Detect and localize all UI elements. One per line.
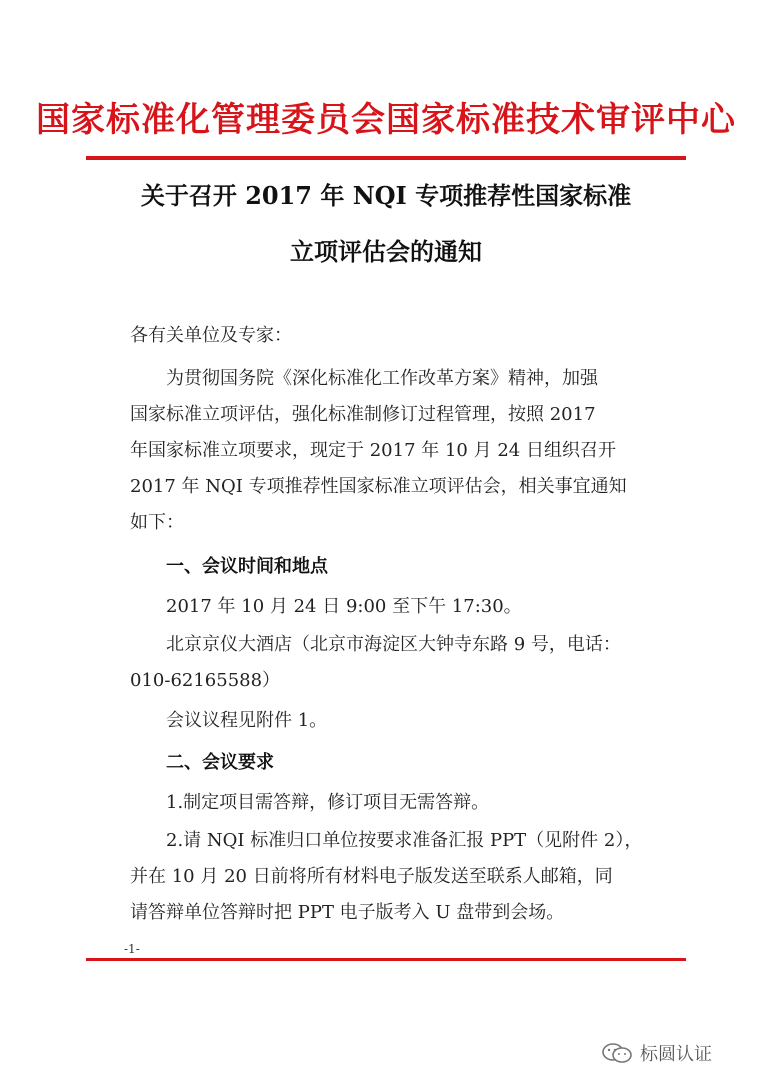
intro-line: 国家标准立项评估，强化标准制修订过程管理，按照 2017 bbox=[130, 404, 596, 425]
agenda-note: 会议议程见附件 1。 bbox=[166, 710, 328, 731]
header-red-rule bbox=[86, 156, 686, 160]
intro-line: 2017 年 NQI 专项推荐性国家标准立项评估会，相关事宜通知 bbox=[130, 476, 627, 497]
requirement-item: 2.请 NQI 标准归口单位按要求准备汇报 PPT（见附件 2）， bbox=[166, 830, 643, 851]
meeting-time: 2017 年 10 月 24 日 9:00 至下午 17:30。 bbox=[166, 596, 522, 617]
section2-heading: 二、会议要求 bbox=[166, 752, 274, 773]
intro-line: 为贯彻国务院《深化标准化工作改革方案》精神，加强 bbox=[166, 368, 598, 389]
intro-line: 年国家标准立项要求，现定于 2017 年 10 月 24 日组织召开 bbox=[130, 440, 616, 461]
notice-title-line1: 关于召开 2017 年 NQI 专项推荐性国家标准 bbox=[140, 181, 632, 210]
meeting-venue-phone: 010-62165588） bbox=[130, 670, 281, 691]
requirement-item: 1.制定项目需答辩，修订项目无需答辩。 bbox=[166, 792, 490, 813]
requirement-item: 并在 10 月 20 日前将所有材料电子版发送至联系人邮箱，同 bbox=[130, 866, 613, 887]
meeting-venue: 北京京仪大酒店（北京市海淀区大钟寺东路 9 号，电话： bbox=[166, 634, 621, 655]
watermark bbox=[600, 1040, 712, 1066]
intro-line: 如下： bbox=[130, 512, 184, 533]
watermark-text: 标圆认证 bbox=[640, 1044, 712, 1065]
page-number: -1- bbox=[124, 942, 140, 956]
section1-heading: 一、会议时间和地点 bbox=[166, 556, 328, 577]
salutation: 各有关单位及专家： bbox=[130, 325, 292, 346]
wechat-icon bbox=[600, 1042, 634, 1064]
requirement-item: 请答辩单位答辩时把 PPT 电子版考入 U 盘带到会场。 bbox=[130, 902, 565, 923]
issuing-org-header: 国家标准化管理委员会国家标准技术审评中心 bbox=[36, 100, 736, 140]
footer-red-rule bbox=[86, 958, 686, 961]
notice-title-line2: 立项评估会的通知 bbox=[290, 237, 482, 266]
